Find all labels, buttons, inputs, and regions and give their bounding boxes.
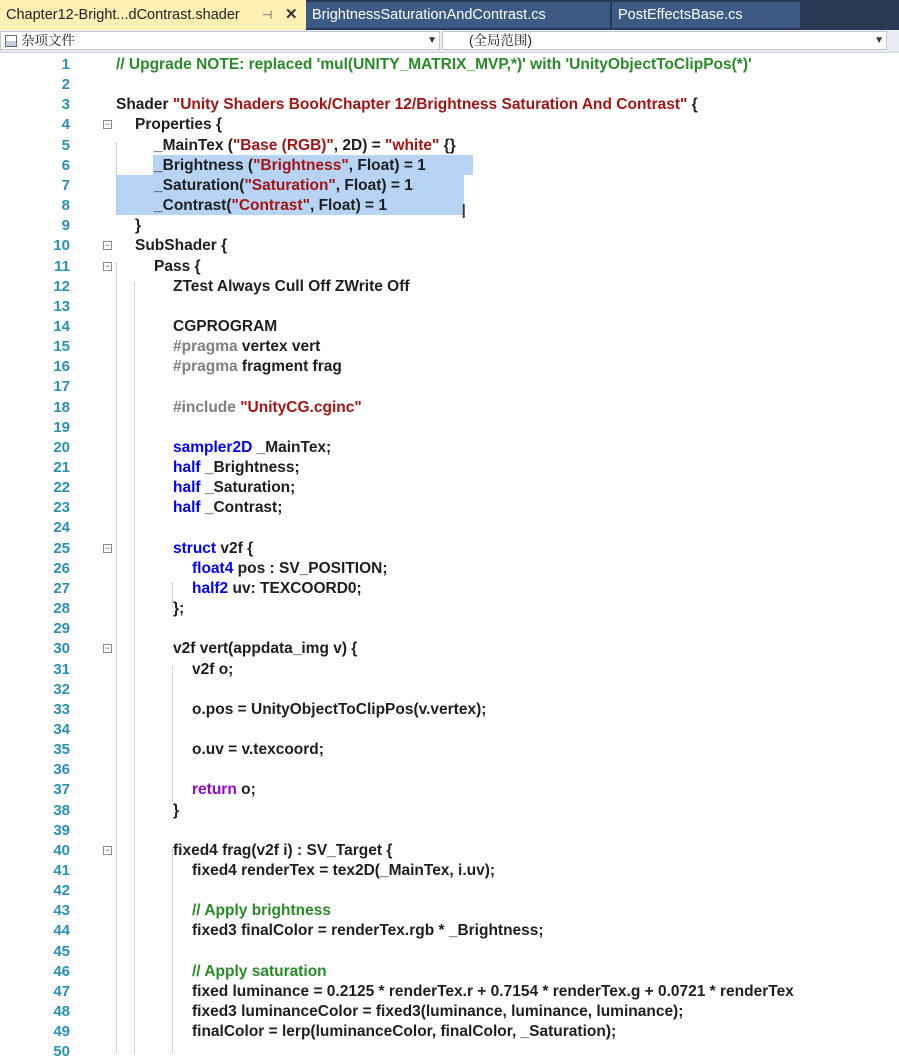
code-text — [192, 861, 495, 881]
code-text — [173, 498, 282, 518]
code-token: half — [173, 499, 201, 517]
code-token: } — [173, 801, 180, 819]
code-token: "Base (RGB)" — [232, 136, 334, 154]
code-text — [192, 579, 362, 599]
code-line[interactable] — [0, 398, 899, 418]
line-number: 7 — [61, 176, 70, 194]
line-number: 36 — [53, 761, 70, 779]
line-number: 4 — [61, 116, 70, 134]
code-token: _Brightness ( — [154, 156, 254, 174]
tab-label: Chapter12-Bright...dContrast.shader — [6, 7, 240, 23]
code-token: Shader — [116, 96, 173, 114]
code-line[interactable] — [0, 75, 899, 95]
code-token: fixed4 frag(v2f i) : SV_Target { — [173, 841, 393, 859]
line-number: 11 — [54, 257, 70, 275]
line-number: 38 — [53, 801, 70, 819]
code-token: return — [192, 781, 237, 799]
code-line[interactable] — [0, 1002, 899, 1022]
code-line[interactable] — [0, 680, 899, 700]
code-line[interactable] — [0, 317, 899, 337]
code-line[interactable] — [0, 297, 899, 317]
code-line[interactable] — [0, 579, 899, 599]
code-token: "UnityCG.cginc" — [240, 398, 362, 416]
line-number: 26 — [53, 559, 70, 577]
code-token: _Contrast( — [154, 197, 232, 215]
code-token: _MainTex ( — [154, 136, 233, 154]
code-line[interactable] — [0, 660, 899, 680]
code-text — [154, 156, 426, 176]
code-token: uv: TEXCOORD0; — [228, 579, 362, 597]
code-line[interactable] — [0, 821, 899, 841]
line-number: 34 — [53, 720, 70, 738]
code-line[interactable] — [0, 720, 899, 740]
code-text — [116, 55, 752, 75]
code-token: pos : SV_POSITION; — [233, 559, 388, 577]
code-text — [173, 639, 357, 659]
line-number: 17 — [53, 378, 70, 396]
code-line[interactable] — [0, 801, 899, 821]
member-scope-value: (全局范围) — [469, 33, 532, 48]
code-line[interactable] — [0, 95, 899, 115]
collapse-icon[interactable]: − — [104, 240, 111, 251]
code-line[interactable] — [0, 740, 899, 760]
code-token: #include — [173, 398, 236, 416]
tab-brightness-script[interactable] — [306, 2, 610, 28]
code-text — [173, 438, 331, 458]
code-token: _Saturation( — [154, 176, 245, 194]
code-text — [192, 780, 256, 800]
line-number: 30 — [53, 640, 70, 658]
code-text — [173, 841, 392, 861]
code-line[interactable] — [0, 982, 899, 1002]
code-text — [173, 539, 253, 559]
code-text — [192, 982, 794, 1002]
code-text — [173, 277, 410, 297]
code-token: // Apply brightness — [192, 902, 331, 920]
line-number: 22 — [53, 479, 70, 497]
code-line[interactable] — [0, 357, 899, 377]
line-number: 2 — [61, 76, 70, 94]
pin-icon[interactable]: ⊣ — [262, 8, 273, 22]
code-token: _Contrast; — [200, 499, 283, 517]
collapse-icon[interactable]: − — [104, 260, 111, 271]
code-token: half2 — [192, 579, 229, 597]
code-text — [173, 478, 295, 498]
line-number: 21 — [53, 459, 70, 476]
line-number: 25 — [53, 539, 70, 557]
code-text — [192, 559, 388, 579]
code-text — [173, 458, 300, 478]
code-text — [154, 176, 413, 196]
code-token: , 2D) = — [333, 136, 386, 154]
code-token: } — [135, 217, 142, 235]
line-number: 49 — [53, 1023, 70, 1041]
line-number: 10 — [53, 237, 70, 255]
code-token: "white" — [385, 136, 440, 154]
code-token: SubShader { — [135, 237, 228, 255]
code-text — [173, 599, 184, 619]
code-editor[interactable] — [0, 53, 899, 1061]
close-icon[interactable]: ✕ — [285, 6, 298, 23]
line-number: 24 — [53, 519, 70, 537]
code-token: ZTest Always Cull Off ZWrite Off — [173, 277, 410, 295]
code-text — [192, 962, 327, 982]
code-line[interactable] — [0, 559, 899, 579]
code-line[interactable] — [0, 236, 899, 256]
collapse-icon[interactable]: − — [104, 844, 111, 855]
line-number: 31 — [53, 660, 70, 678]
code-line[interactable] — [0, 337, 899, 357]
navigation-bar — [0, 30, 899, 53]
code-token: {} — [439, 136, 456, 154]
code-token: o; — [236, 781, 256, 799]
code-token: // Upgrade NOTE: replaced 'mul(UNITY_MATRIX_MVP,*)' with 'UnityObjectToClipPos(*)' — [116, 56, 752, 73]
code-line[interactable] — [0, 458, 899, 478]
code-token: // Apply saturation — [192, 962, 327, 980]
code-token: v2f o; — [192, 660, 234, 678]
member-scope-dropdown[interactable] — [442, 31, 887, 50]
line-number: 32 — [53, 680, 70, 698]
code-token: , Float) = 1 — [348, 156, 426, 174]
chevron-down-icon: ▼ — [874, 35, 884, 46]
collapse-icon[interactable]: − — [104, 643, 111, 654]
code-line[interactable] — [0, 1022, 899, 1042]
code-line[interactable] — [0, 901, 899, 921]
code-token: #pragma — [173, 338, 238, 356]
code-token: "Saturation" — [244, 176, 336, 194]
code-text — [154, 196, 387, 216]
code-line[interactable] — [0, 216, 899, 236]
line-number: 42 — [53, 882, 70, 900]
code-text — [192, 1002, 683, 1022]
line-number: 50 — [53, 1043, 70, 1061]
line-number: 12 — [53, 277, 70, 295]
line-number: 45 — [53, 942, 70, 960]
code-line[interactable] — [0, 599, 899, 619]
code-line[interactable] — [0, 518, 899, 538]
code-token: float4 — [192, 559, 234, 577]
line-number: 44 — [53, 922, 70, 940]
code-token: o.uv = v.texcoord; — [192, 741, 324, 759]
code-token: CGPROGRAM — [173, 317, 278, 335]
code-text — [192, 660, 233, 680]
code-text — [192, 740, 324, 760]
line-number: 19 — [53, 418, 70, 436]
line-number: 23 — [53, 499, 70, 517]
line-number: 8 — [61, 197, 70, 215]
code-text — [192, 700, 486, 720]
code-line[interactable] — [0, 700, 899, 720]
chevron-down-icon: ▼ — [427, 35, 437, 46]
code-line[interactable] — [0, 257, 899, 277]
code-text — [135, 115, 222, 135]
code-line[interactable] — [0, 418, 899, 438]
code-text — [173, 801, 179, 821]
code-line[interactable] — [0, 1042, 899, 1062]
collapse-icon[interactable]: − — [104, 119, 111, 130]
line-number: 1 — [61, 56, 70, 73]
line-number: 40 — [53, 841, 70, 859]
code-token: o.pos = UnityObjectToClipPos(v.vertex); — [192, 700, 487, 718]
code-line[interactable] — [0, 639, 899, 659]
code-token: vertex vert — [237, 338, 321, 356]
line-number: 46 — [53, 962, 70, 980]
code-token: struct — [173, 539, 217, 557]
collapse-icon[interactable]: − — [104, 542, 111, 553]
code-token: v2f vert(appdata_img v) { — [173, 640, 358, 658]
code-line[interactable] — [0, 55, 899, 75]
line-number: 18 — [53, 398, 70, 416]
line-number: 27 — [53, 579, 70, 597]
text-cursor-icon: I — [461, 201, 467, 223]
code-text — [173, 357, 342, 377]
code-text — [154, 257, 201, 277]
document-tab-bar — [0, 0, 899, 30]
code-token: _Saturation; — [200, 479, 296, 497]
code-text — [135, 216, 141, 236]
code-line[interactable] — [0, 478, 899, 498]
code-text — [192, 901, 331, 921]
line-number: 20 — [53, 438, 70, 456]
line-number: 35 — [53, 741, 70, 759]
line-number: 29 — [53, 620, 70, 638]
code-token: Pass { — [154, 257, 201, 275]
code-line[interactable] — [0, 176, 899, 196]
line-number: 43 — [53, 902, 70, 920]
line-number: 28 — [53, 600, 70, 618]
code-line[interactable] — [0, 760, 899, 780]
code-token: fixed3 finalColor = renderTex.rgb * _Brightness; — [192, 922, 544, 940]
code-token: finalColor = lerp(luminanceColor, finalColor, _Saturation); — [192, 1023, 617, 1041]
code-token: { — [687, 96, 698, 114]
code-token: fixed luminance = 0.2125 * renderTex.r + 0.7154 * renderTex.g + 0.0721 * renderTex — [192, 982, 794, 1000]
code-line[interactable] — [0, 942, 899, 962]
code-token: , Float) = 1 — [309, 197, 388, 215]
line-number: 5 — [61, 136, 70, 154]
code-line[interactable] — [0, 498, 899, 518]
code-text — [154, 136, 456, 156]
code-token: fixed3 luminanceColor = fixed3(luminance, luminance, luminance); — [192, 1003, 684, 1021]
line-number: 39 — [53, 821, 70, 839]
code-token: v2f { — [216, 539, 254, 557]
code-token: }; — [173, 600, 185, 618]
code-line[interactable] — [0, 861, 899, 881]
line-number: 47 — [53, 982, 70, 1000]
line-number: 6 — [61, 156, 70, 174]
line-number: 48 — [53, 1003, 70, 1021]
code-line[interactable] — [0, 277, 899, 297]
code-token: half — [173, 479, 201, 497]
tab-label: PostEffectsBase.cs — [618, 7, 743, 23]
code-token: "Contrast" — [231, 197, 310, 215]
line-number: 13 — [53, 297, 70, 315]
code-token: _Brightness; — [200, 459, 300, 476]
project-scope-dropdown[interactable] — [0, 31, 440, 50]
code-line[interactable] — [0, 921, 899, 941]
code-token: "Unity Shaders Book/Chapter 12/Brightness Saturation And Contrast" — [172, 96, 688, 114]
line-number: 33 — [53, 700, 70, 718]
code-text — [116, 95, 698, 115]
code-text — [192, 921, 544, 941]
code-token: "Brightness" — [253, 156, 349, 174]
line-number: 15 — [53, 338, 70, 356]
line-number: 3 — [61, 96, 70, 114]
line-number: 41 — [53, 862, 70, 879]
code-line[interactable] — [0, 115, 899, 135]
tab-post-effects-base[interactable] — [612, 2, 800, 28]
code-line[interactable] — [0, 841, 899, 861]
project-scope-value: 杂项文件 — [21, 33, 75, 48]
tab-brightness-shader[interactable] — [0, 0, 306, 30]
code-token: _MainTex; — [252, 438, 332, 456]
code-line[interactable] — [0, 539, 899, 559]
code-line[interactable] — [0, 962, 899, 982]
code-token: fragment frag — [237, 358, 342, 376]
code-line[interactable] — [0, 156, 899, 176]
line-number: 9 — [61, 217, 70, 235]
code-text — [173, 317, 277, 337]
line-number: 14 — [53, 317, 70, 335]
code-token: #pragma — [173, 358, 238, 376]
code-text — [173, 398, 362, 418]
code-token: sampler2D — [173, 438, 253, 456]
code-line[interactable] — [0, 136, 899, 156]
code-text — [192, 1022, 616, 1042]
code-text — [135, 236, 227, 256]
code-token: Properties { — [135, 116, 223, 134]
tab-label: BrightnessSaturationAndContrast.cs — [312, 7, 546, 23]
code-line[interactable] — [0, 619, 899, 639]
line-number: 16 — [53, 358, 70, 376]
code-token: half — [173, 459, 201, 476]
line-number: 37 — [53, 781, 70, 799]
code-line[interactable] — [0, 881, 899, 901]
code-text — [173, 337, 320, 357]
code-line[interactable] — [0, 780, 899, 800]
code-line[interactable] — [0, 377, 899, 397]
code-line[interactable] — [0, 196, 899, 216]
code-token: , Float) = 1 — [335, 176, 413, 194]
code-line[interactable] — [0, 438, 899, 458]
code-token: fixed4 renderTex = tex2D(_MainTex, i.uv); — [192, 862, 496, 879]
file-icon — [5, 35, 17, 47]
